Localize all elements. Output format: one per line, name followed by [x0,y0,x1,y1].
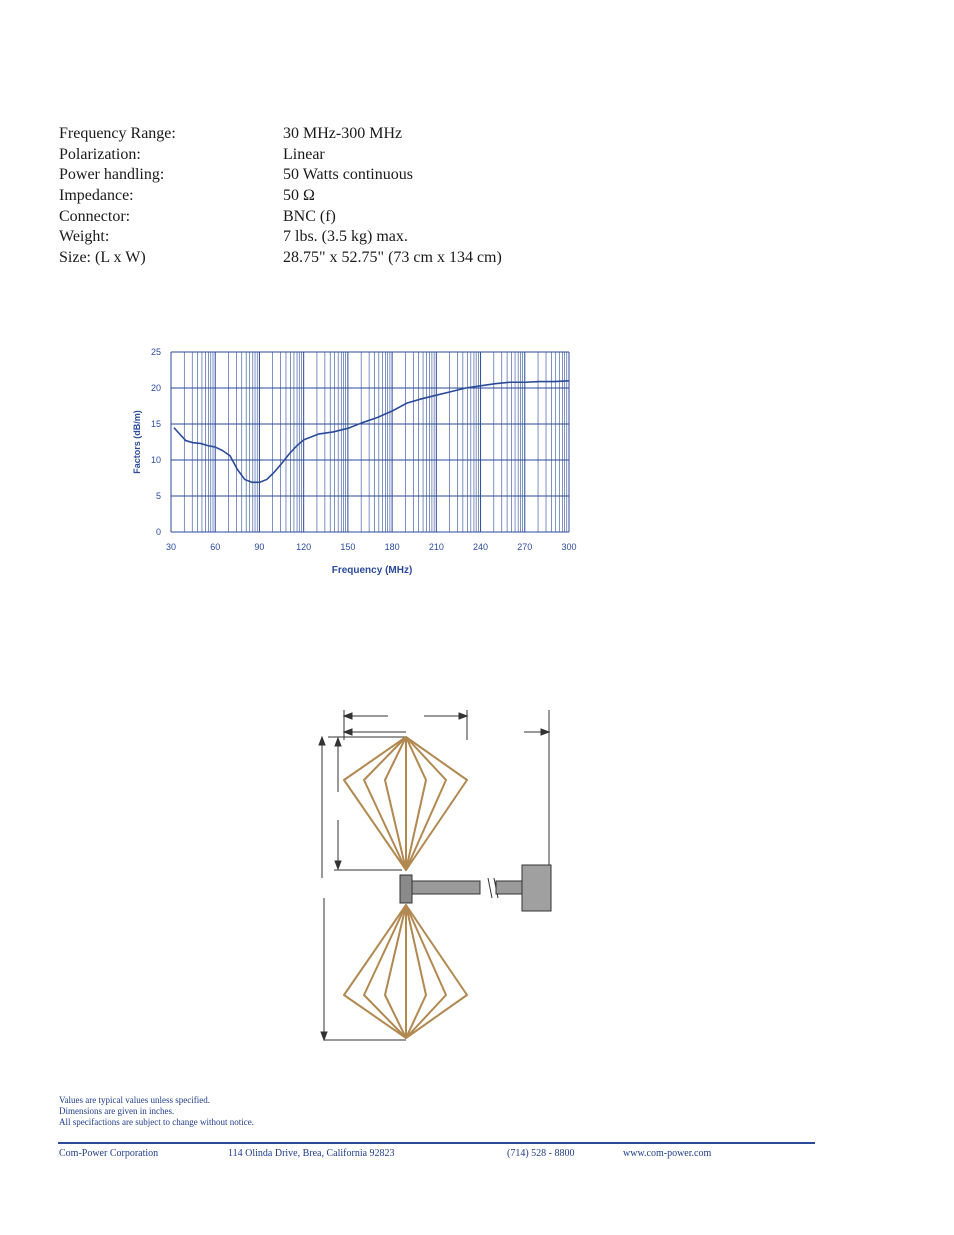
upper-antenna-element [344,737,467,870]
x-tick-label: 120 [296,542,312,552]
antenna-dimension-drawing [310,700,570,1050]
spec-label: Frequency Range: [59,125,176,142]
x-tick-label: 150 [340,542,356,552]
x-tick-label: 90 [254,542,265,552]
y-tick-label: 0 [155,527,161,537]
footer-phone: (714) 528 - 8800 [507,1148,575,1159]
spec-value: 28.75" x 52.75" (73 cm x 134 cm) [283,249,502,267]
spec-label: Power handling: [59,166,165,184]
y-tick-label: 25 [150,347,161,357]
chart-grid [171,352,569,532]
spec-value: 7 lbs. (3.5 kg) max. [283,228,408,246]
spec-value: BNC (f) [283,207,336,225]
dimension-lines [319,710,549,1040]
lower-antenna-element [344,905,467,1038]
note-change-notice: All specifactions are subject to change without notice. [59,1117,254,1127]
spec-value: Linear [283,145,325,163]
x-tick-label: 300 [561,542,577,552]
y-tick-label: 20 [150,383,161,393]
x-tick-label: 60 [210,542,221,552]
note-typical-values: Values are typical values unless specified. [59,1095,210,1105]
x-tick-label: 270 [517,542,533,552]
spec-label: Connector: [59,207,131,225]
antenna-factor-series-line [174,381,569,483]
y-tick-label: 10 [150,455,161,465]
spec-label: Size: (L x W) [59,249,146,267]
spec-label: Weight: [59,228,110,246]
y-tick-label: 5 [155,491,161,501]
x-axis-label: Frequency (MHz) [331,565,413,576]
antenna-factor-chart [125,340,595,585]
spec-label: Impedance: [59,187,134,205]
spec-value: 30 MHz-300 MHz [283,125,403,142]
y-tick-label: 15 [150,419,161,429]
x-tick-label: 30 [165,542,177,552]
spec-label: Polarization: [59,145,141,163]
x-tick-label: 210 [428,542,444,552]
x-tick-label: 240 [473,542,489,552]
footer-address: 114 Olinda Drive, Brea, California 92823 [228,1148,395,1159]
footer-company: Com-Power Corporation [59,1148,159,1159]
y-axis-label: Factors (dB/m) [132,410,142,474]
footer-divider [58,1142,815,1144]
balun-and-mount [400,865,551,911]
spec-value: 50 Watts continuous [283,166,413,184]
note-dimensions: Dimensions are given in inches. [59,1106,175,1116]
chart-line-layer [174,381,569,483]
spec-value: 50 Ω [283,187,315,205]
notes [59,1095,254,1128]
x-tick-label: 180 [384,542,400,552]
footer-website[interactable]: www.com-power.com [623,1148,712,1159]
